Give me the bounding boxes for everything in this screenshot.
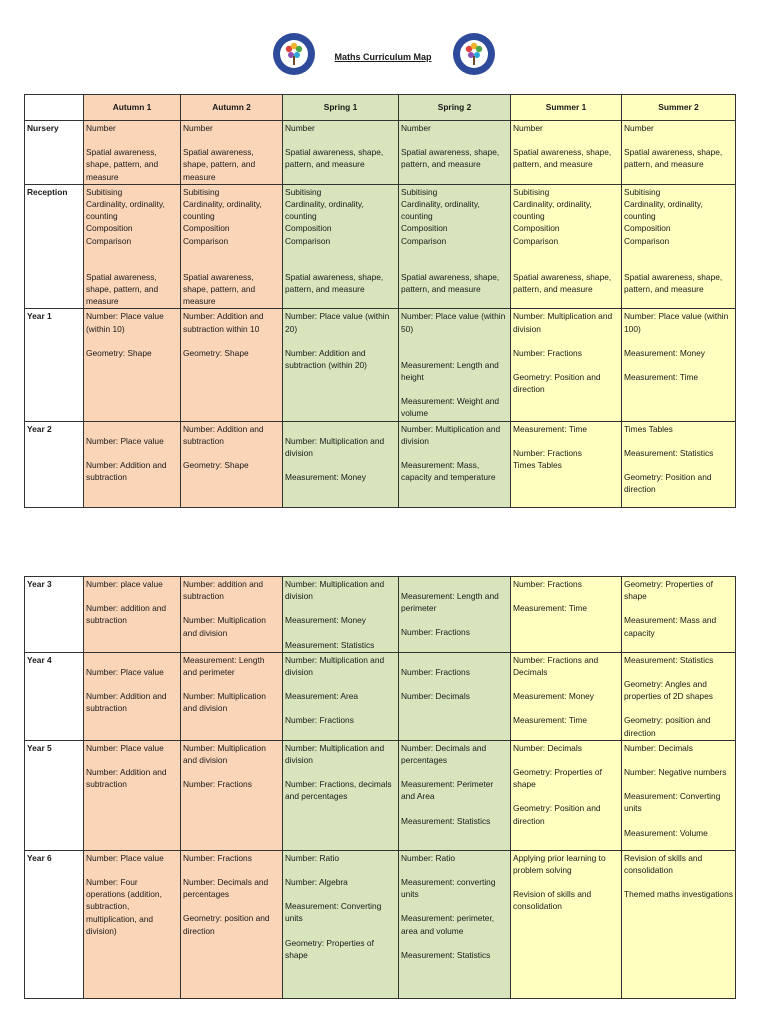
spacer bbox=[513, 702, 619, 714]
curriculum-cell bbox=[283, 577, 399, 653]
topic-text: Spatial awareness, shape, pattern, and measure bbox=[401, 271, 500, 295]
topic-text: Comparison bbox=[513, 235, 559, 246]
curriculum-cell bbox=[283, 121, 399, 185]
column-header: Spring 1 bbox=[283, 95, 399, 121]
spacer bbox=[401, 335, 508, 347]
curriculum-cell bbox=[283, 309, 399, 421]
topic-text: Number: Four operations (addition, subtraction, multiplication, and division) bbox=[86, 877, 162, 936]
topic-text: Number: Fractions and Decimals bbox=[513, 654, 599, 678]
spacer bbox=[513, 678, 619, 690]
spacer bbox=[183, 678, 280, 690]
topic-text: Measurement: Statistics bbox=[401, 815, 491, 826]
curriculum-cell bbox=[181, 577, 283, 653]
year-label: Year 5 bbox=[25, 740, 84, 850]
spacer bbox=[86, 134, 178, 146]
topic-text: Measurement: Time bbox=[513, 715, 588, 726]
topic-text: Spatial awareness, shape, pattern, and measure bbox=[183, 271, 256, 307]
topic-text: Applying prior learning to problem solving bbox=[513, 852, 606, 876]
page-header bbox=[0, 28, 768, 88]
curriculum-cell bbox=[399, 121, 511, 185]
spacer bbox=[513, 134, 619, 146]
curriculum-table-junior bbox=[24, 576, 736, 999]
curriculum-cell bbox=[84, 652, 181, 740]
curriculum-cell bbox=[622, 309, 736, 421]
topic-text: Number: Place value bbox=[86, 852, 164, 863]
spacer bbox=[86, 423, 178, 435]
spacer bbox=[624, 754, 733, 766]
spacer bbox=[183, 247, 280, 259]
spacer bbox=[401, 347, 508, 359]
topic-text: Number: Addition and subtraction bbox=[86, 767, 167, 790]
topic-text: Number: Place value bbox=[86, 435, 164, 446]
topic-text: Themed maths investigations bbox=[624, 889, 733, 900]
column-header: Autumn 2 bbox=[181, 95, 283, 121]
topic-text: Measurement: Length and perimeter bbox=[401, 591, 499, 614]
year-label: Year 4 bbox=[25, 652, 84, 740]
topic-text: Cardinality, ordinality, counting bbox=[401, 199, 480, 222]
spacer bbox=[285, 627, 396, 639]
topic-text: Spatial awareness, shape, pattern, and measure bbox=[183, 147, 256, 182]
curriculum-cell bbox=[622, 121, 736, 185]
topic-text: Comparison bbox=[285, 235, 331, 246]
spacer bbox=[285, 925, 396, 937]
spacer bbox=[285, 247, 396, 259]
spacer bbox=[285, 134, 396, 146]
topic-text: Measurement: Time bbox=[624, 372, 699, 383]
spacer bbox=[285, 888, 396, 900]
spacer bbox=[285, 678, 396, 690]
curriculum-cell bbox=[283, 652, 399, 740]
spacer bbox=[401, 614, 508, 626]
topic-text: Number: Place value (within 10) bbox=[86, 311, 164, 334]
spacer bbox=[513, 876, 619, 888]
spacer bbox=[285, 335, 396, 347]
curriculum-cell bbox=[511, 577, 622, 653]
spacer bbox=[401, 803, 508, 815]
spacer bbox=[86, 259, 178, 271]
curriculum-cell bbox=[84, 577, 181, 653]
topic-text: Cardinality, ordinality, counting bbox=[513, 199, 592, 222]
topic-text: Revision of skills and consolidation bbox=[513, 889, 592, 912]
curriculum-cell bbox=[84, 184, 181, 309]
spacer bbox=[285, 459, 396, 471]
spacer bbox=[401, 864, 508, 876]
curriculum-cell bbox=[622, 184, 736, 309]
curriculum-cell bbox=[399, 421, 511, 507]
spacer bbox=[401, 134, 508, 146]
spacer bbox=[86, 447, 178, 459]
spacer bbox=[401, 766, 508, 778]
spacer bbox=[285, 864, 396, 876]
column-header: Summer 1 bbox=[511, 95, 622, 121]
topic-text: Number: Fractions bbox=[513, 579, 582, 589]
curriculum-cell bbox=[622, 740, 736, 850]
curriculum-cell bbox=[622, 652, 736, 740]
spacer bbox=[513, 247, 619, 259]
spacer bbox=[401, 247, 508, 259]
table-row bbox=[25, 577, 736, 653]
spacer bbox=[513, 790, 619, 802]
topic-text: Times Tables bbox=[624, 423, 673, 434]
curriculum-cell bbox=[622, 850, 736, 998]
topic-text: Number: Fractions bbox=[285, 715, 354, 726]
topic-text: Number: Place value bbox=[86, 666, 164, 677]
topic-text: Comparison bbox=[401, 235, 447, 246]
topic-text: Number: Place value (within 100) bbox=[624, 311, 729, 334]
topic-text: Spatial awareness, shape, pattern, and measure bbox=[285, 147, 384, 170]
topic-text: Number: Place value bbox=[86, 742, 164, 753]
spacer bbox=[513, 435, 619, 447]
topic-text: Number: Decimals and percentages bbox=[401, 742, 487, 766]
spacer bbox=[401, 937, 508, 949]
table-row bbox=[25, 309, 736, 421]
spacer bbox=[86, 678, 178, 690]
spacer bbox=[513, 335, 619, 347]
spacer bbox=[401, 654, 508, 666]
topic-text: Geometry: Shape bbox=[183, 460, 249, 471]
topic-text: Measurement: Area bbox=[285, 691, 359, 702]
topic-text: Cardinality, ordinality, counting bbox=[285, 199, 364, 222]
table-row bbox=[25, 421, 736, 507]
table-row bbox=[25, 184, 736, 309]
spacer bbox=[624, 435, 733, 447]
topic-text: Geometry: Position and direction bbox=[513, 803, 601, 826]
topic-text: Geometry: position and direction bbox=[183, 913, 270, 936]
spacer bbox=[86, 335, 178, 347]
curriculum-cell bbox=[283, 184, 399, 309]
table-row bbox=[25, 740, 736, 850]
curriculum-cell bbox=[84, 740, 181, 850]
spacer bbox=[285, 602, 396, 614]
topic-text: Measurement: Length and perimeter bbox=[183, 654, 265, 678]
topic-text: Number: Fractions bbox=[513, 347, 582, 358]
curriculum-cell bbox=[511, 740, 622, 850]
topic-text: Measurement: Statistics bbox=[285, 639, 375, 650]
topic-text: Measurement: Time bbox=[513, 603, 588, 614]
topic-text: Number: addition and subtraction bbox=[183, 579, 264, 602]
topic-text: Number bbox=[285, 123, 315, 133]
spacer bbox=[624, 778, 733, 790]
curriculum-cell bbox=[181, 184, 283, 309]
topic-text: Number bbox=[401, 123, 431, 133]
topic-text: Number: Addition and subtraction bbox=[183, 423, 264, 446]
topic-text: Comparison bbox=[624, 235, 670, 246]
curriculum-cell bbox=[511, 121, 622, 185]
curriculum-cell bbox=[622, 421, 736, 507]
topic-text: Measurement: Money bbox=[285, 615, 366, 626]
curriculum-cell bbox=[511, 850, 622, 998]
topic-text: Comparison bbox=[86, 235, 132, 246]
header-row bbox=[25, 95, 736, 121]
topic-text: Composition bbox=[86, 223, 133, 234]
spacer bbox=[401, 383, 508, 395]
topic-text: Measurement: Mass and capacity bbox=[624, 615, 717, 638]
spacer bbox=[86, 247, 178, 259]
topic-text: Number: place value bbox=[86, 579, 163, 589]
topic-text: Subitising bbox=[183, 186, 220, 197]
curriculum-cell bbox=[181, 850, 283, 998]
topic-text: Number: Addition and subtraction bbox=[86, 459, 167, 483]
table-row bbox=[25, 850, 736, 998]
topic-text: Measurement: Converting units bbox=[285, 901, 382, 924]
curriculum-cell bbox=[399, 309, 511, 421]
topic-text: Number: Multiplication and division bbox=[183, 615, 266, 638]
year-label: Year 6 bbox=[25, 850, 84, 998]
topic-text: Spatial awareness, shape, pattern, and measure bbox=[401, 147, 500, 170]
topic-text: Number: Decimals bbox=[401, 691, 470, 702]
topic-text: Number: Addition and subtraction (within 20) bbox=[285, 347, 367, 371]
topic-text: Number bbox=[183, 123, 213, 133]
topic-text: Number: Ratio bbox=[401, 852, 455, 863]
topic-text: Composition bbox=[285, 223, 332, 234]
topic-text: Geometry: Properties of shape bbox=[285, 937, 374, 960]
topic-text: Measurement: Perimeter and Area bbox=[401, 779, 494, 802]
topic-text: Spatial awareness, shape, pattern, and measure bbox=[86, 271, 159, 307]
topic-text: Measurement: perimeter, area and volume bbox=[401, 913, 495, 936]
spacer bbox=[183, 335, 280, 347]
topic-text: Composition bbox=[513, 223, 560, 234]
topic-text: Number bbox=[86, 123, 116, 133]
topic-text: Number: Fractions bbox=[183, 779, 252, 790]
topic-text: Geometry: Position and direction bbox=[624, 472, 712, 495]
spacer bbox=[401, 900, 508, 912]
corner-cell bbox=[25, 95, 84, 121]
curriculum-cell bbox=[84, 850, 181, 998]
topic-text: Spatial awareness, shape, pattern, and measure bbox=[624, 147, 723, 170]
topic-text: Spatial awareness, shape, pattern, and measure bbox=[285, 271, 384, 295]
column-header: Spring 2 bbox=[399, 95, 511, 121]
topic-text: Composition bbox=[183, 223, 230, 234]
curriculum-cell bbox=[283, 421, 399, 507]
curriculum-cell bbox=[511, 652, 622, 740]
topic-text: Composition bbox=[401, 223, 448, 234]
topic-text: Number: Addition and subtraction within 10 bbox=[183, 311, 264, 334]
topic-text: Measurement: Money bbox=[624, 347, 705, 358]
year-label: Year 1 bbox=[25, 309, 84, 421]
topic-text: Number: Decimals bbox=[513, 742, 582, 753]
school-logo bbox=[272, 32, 316, 76]
topic-text: Number: Decimals and percentages bbox=[183, 877, 269, 900]
school-logo bbox=[452, 32, 496, 76]
curriculum-cell bbox=[181, 121, 283, 185]
spacer bbox=[624, 666, 733, 678]
spacer bbox=[285, 259, 396, 271]
topic-text: Number: Place value (within 50) bbox=[401, 311, 506, 334]
topic-text: Subitising bbox=[86, 186, 123, 197]
column-header: Autumn 1 bbox=[84, 95, 181, 121]
topic-text: Cardinality, ordinality, counting bbox=[183, 199, 262, 222]
curriculum-cell bbox=[84, 421, 181, 507]
curriculum-table-early bbox=[24, 94, 736, 508]
spacer bbox=[285, 766, 396, 778]
spacer bbox=[513, 754, 619, 766]
year-label: Reception bbox=[25, 184, 84, 309]
topic-text: Number: Algebra bbox=[285, 877, 348, 888]
spacer bbox=[183, 864, 280, 876]
topic-text: Geometry: Shape bbox=[86, 347, 152, 358]
topic-text: Spatial awareness, shape, pattern, and measure bbox=[624, 271, 723, 295]
spacer bbox=[183, 259, 280, 271]
topic-text: Times Tables bbox=[513, 460, 562, 471]
spacer bbox=[183, 134, 280, 146]
page-title: Maths Curriculum Map bbox=[334, 52, 432, 62]
topic-text: Geometry: Shape bbox=[183, 347, 249, 358]
topic-text: Number: Multiplication and division bbox=[183, 691, 266, 714]
spacer bbox=[624, 459, 733, 471]
topic-text: Number: Multiplication and division bbox=[401, 423, 501, 446]
topic-text: Number: Multiplication and division bbox=[183, 742, 266, 766]
curriculum-cell bbox=[84, 121, 181, 185]
spacer bbox=[624, 702, 733, 714]
topic-text: Geometry: Properties of shape bbox=[624, 579, 713, 602]
topic-text: Revision of skills and consolidation bbox=[624, 852, 703, 876]
topic-text: Cardinality, ordinality, counting bbox=[624, 199, 703, 222]
topic-text: Geometry: Position and direction bbox=[513, 372, 601, 395]
topic-text: Measurement: Statistics bbox=[401, 949, 491, 960]
spacer bbox=[285, 702, 396, 714]
topic-text: Number: Addition and subtraction bbox=[86, 691, 167, 714]
spacer bbox=[513, 359, 619, 371]
topic-text: Number: Fractions, decimals and percentages bbox=[285, 779, 392, 802]
topic-text: Spatial awareness, shape, pattern, and measure bbox=[513, 271, 612, 295]
topic-text: Measurement: Statistics bbox=[624, 654, 714, 665]
curriculum-cell bbox=[181, 421, 283, 507]
year-label: Year 2 bbox=[25, 421, 84, 507]
curriculum-cell bbox=[84, 309, 181, 421]
topic-text: Subitising bbox=[624, 186, 661, 197]
topic-text: Measurement: Volume bbox=[624, 827, 708, 838]
curriculum-cell bbox=[511, 421, 622, 507]
spacer bbox=[86, 754, 178, 766]
topic-text: Measurement: Statistics bbox=[624, 447, 714, 458]
spacer bbox=[183, 447, 280, 459]
topic-text: Geometry: Angles and properties of 2D shapes bbox=[624, 679, 713, 702]
year-label: Year 3 bbox=[25, 577, 84, 653]
curriculum-cell bbox=[399, 577, 511, 653]
topic-text: Subitising bbox=[401, 186, 438, 197]
topic-text: Number bbox=[624, 123, 654, 133]
table-row bbox=[25, 652, 736, 740]
topic-text: Number: Place value (within 20) bbox=[285, 311, 390, 334]
curriculum-cell bbox=[283, 850, 399, 998]
curriculum-cell bbox=[622, 577, 736, 653]
topic-text: Number: Negative numbers bbox=[624, 767, 727, 778]
spacer bbox=[624, 247, 733, 259]
topic-text: Number: Fractions bbox=[401, 666, 470, 677]
spacer bbox=[285, 423, 396, 435]
topic-text: Composition bbox=[624, 223, 671, 234]
spacer bbox=[624, 134, 733, 146]
curriculum-cell bbox=[399, 184, 511, 309]
spacer bbox=[183, 900, 280, 912]
topic-text: Comparison bbox=[183, 235, 229, 246]
topic-text: Measurement: Money bbox=[285, 472, 366, 483]
topic-text: Measurement: Money bbox=[513, 691, 594, 702]
spacer bbox=[513, 259, 619, 271]
spacer bbox=[624, 359, 733, 371]
topic-text: Number: Multiplication and division bbox=[285, 654, 385, 678]
spacer bbox=[513, 590, 619, 602]
topic-text: Number: Multiplication and division bbox=[285, 579, 385, 602]
topic-text: Spatial awareness, shape, pattern, and measure bbox=[513, 147, 612, 170]
topic-text: Number: Fractions bbox=[183, 852, 252, 863]
topic-text: Measurement: Converting units bbox=[624, 791, 721, 814]
topic-text: Measurement: Mass, capacity and temperature bbox=[401, 460, 496, 483]
curriculum-cell bbox=[399, 652, 511, 740]
spacer bbox=[401, 259, 508, 271]
topic-text: Number: Multiplication and division bbox=[285, 742, 385, 766]
topic-text: Subitising bbox=[513, 186, 550, 197]
topic-text: Measurement: Weight and volume bbox=[401, 396, 500, 419]
curriculum-cell bbox=[181, 652, 283, 740]
topic-text: Number: Fractions bbox=[513, 447, 582, 458]
topic-text: Geometry: position and direction bbox=[624, 715, 711, 738]
topic-text: Subitising bbox=[285, 186, 322, 197]
spacer bbox=[624, 259, 733, 271]
topic-text: Measurement: Time bbox=[513, 423, 588, 434]
topic-text: Measurement: Length and height bbox=[401, 359, 499, 383]
topic-text: Number: addition and subtraction bbox=[86, 603, 167, 626]
spacer bbox=[624, 602, 733, 614]
topic-text: Number: Fractions bbox=[401, 627, 470, 638]
curriculum-cell bbox=[181, 309, 283, 421]
topic-text: Geometry: Properties of shape bbox=[513, 767, 602, 790]
table-row bbox=[25, 121, 736, 185]
spacer bbox=[401, 678, 508, 690]
topic-text: Number bbox=[513, 123, 543, 133]
topic-text: Spatial awareness, shape, pattern, and measure bbox=[86, 147, 159, 182]
spacer bbox=[624, 815, 733, 827]
topic-text: Measurement: converting units bbox=[401, 877, 496, 900]
curriculum-cell bbox=[283, 740, 399, 850]
spacer bbox=[86, 864, 178, 876]
spacer bbox=[624, 335, 733, 347]
curriculum-cell bbox=[511, 309, 622, 421]
spacer bbox=[183, 602, 280, 614]
spacer bbox=[86, 654, 178, 666]
spacer bbox=[401, 447, 508, 459]
spacer bbox=[183, 766, 280, 778]
topic-text: Number: Ratio bbox=[285, 852, 339, 863]
year-label: Nursery bbox=[25, 121, 84, 185]
column-header: Summer 2 bbox=[622, 95, 736, 121]
spacer bbox=[624, 876, 733, 888]
curriculum-cell bbox=[399, 850, 511, 998]
topic-text: Number: Decimals bbox=[624, 742, 693, 753]
spacer bbox=[86, 590, 178, 602]
topic-text: Cardinality, ordinality, counting bbox=[86, 199, 165, 222]
curriculum-cell bbox=[399, 740, 511, 850]
curriculum-cell bbox=[181, 740, 283, 850]
topic-text: Number: Multiplication and division bbox=[513, 311, 613, 334]
spacer bbox=[401, 578, 508, 590]
topic-text: Number: Multiplication and division bbox=[285, 435, 385, 458]
curriculum-cell bbox=[511, 184, 622, 309]
